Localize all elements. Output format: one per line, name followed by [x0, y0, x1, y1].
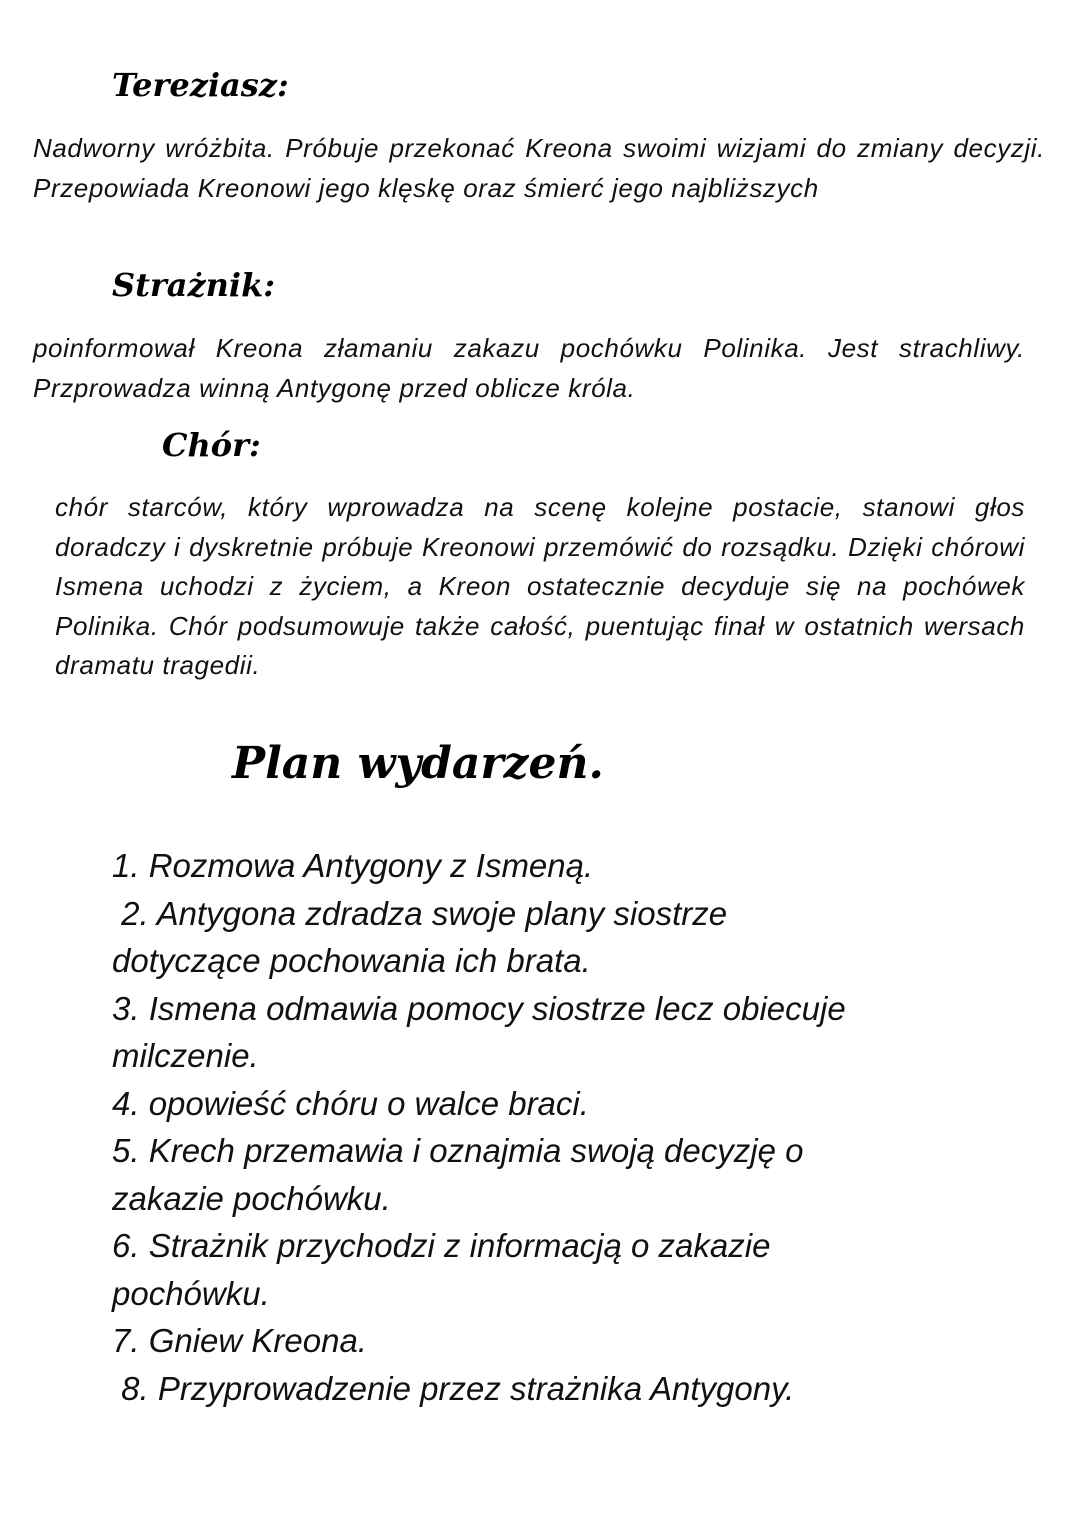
- plan-title: Plan wydarzeń.: [232, 738, 604, 789]
- list-item: 8. Przyprowadzenie przez strażnika Antygony.: [112, 1369, 795, 1407]
- heading-tereziasz: Tereziasz:: [112, 66, 289, 104]
- list-item: 4. opowieść chóru o walce braci.: [112, 1084, 589, 1122]
- list-item: 2. Antygona zdradza swoje plany siostrze dotyczące pochowania ich brata.: [112, 894, 737, 979]
- paragraph-tereziasz: Nadworny wróżbita. Próbuje przekonać Kreona swoimi wizjami do zmiany decyzji. Przepowiada Kreonowi jego klęskę oraz śmierć jego najbliższych: [33, 133, 1045, 203]
- paragraph-chor: chór starców, który wprowadza na scenę kolejne postacie, stanowi głos doradczy i dyskretnie próbuje Kreonowi przemówić do rozsądku. Dzięki chórowi Ismena uchodzi z życiem, a Kreon ostatecznie decyduje się na pochówek Polinika. Chór podsumowuje także całość, puentując finał w ostatnich wersach dramatu tragedii.: [55, 492, 1025, 680]
- list-item: 6. Strażnik przychodzi z informacją o zakazie pochówku.: [112, 1227, 780, 1312]
- list-item: 5. Krech przemawia i oznajmia swoją decyzję o zakazie pochówku.: [112, 1132, 813, 1217]
- heading-chor: Chór:: [162, 426, 261, 464]
- paragraph-straznik: poinformował Kreona złamaniu zakazu pochówku Polinika. Jest strachliwy. Przprowadza winną Antygonę przed oblicze króla.: [33, 333, 1025, 403]
- list-item: 7. Gniew Kreona.: [112, 1322, 367, 1359]
- list-item: 1. Rozmowa Antygony z Ismeną.: [112, 847, 594, 884]
- heading-straznik: Strażnik:: [112, 266, 276, 304]
- plan-list: [112, 842, 972, 1412]
- list-item: 3. Ismena odmawia pomocy siostrze lecz obiecuje milczenie.: [112, 989, 855, 1074]
